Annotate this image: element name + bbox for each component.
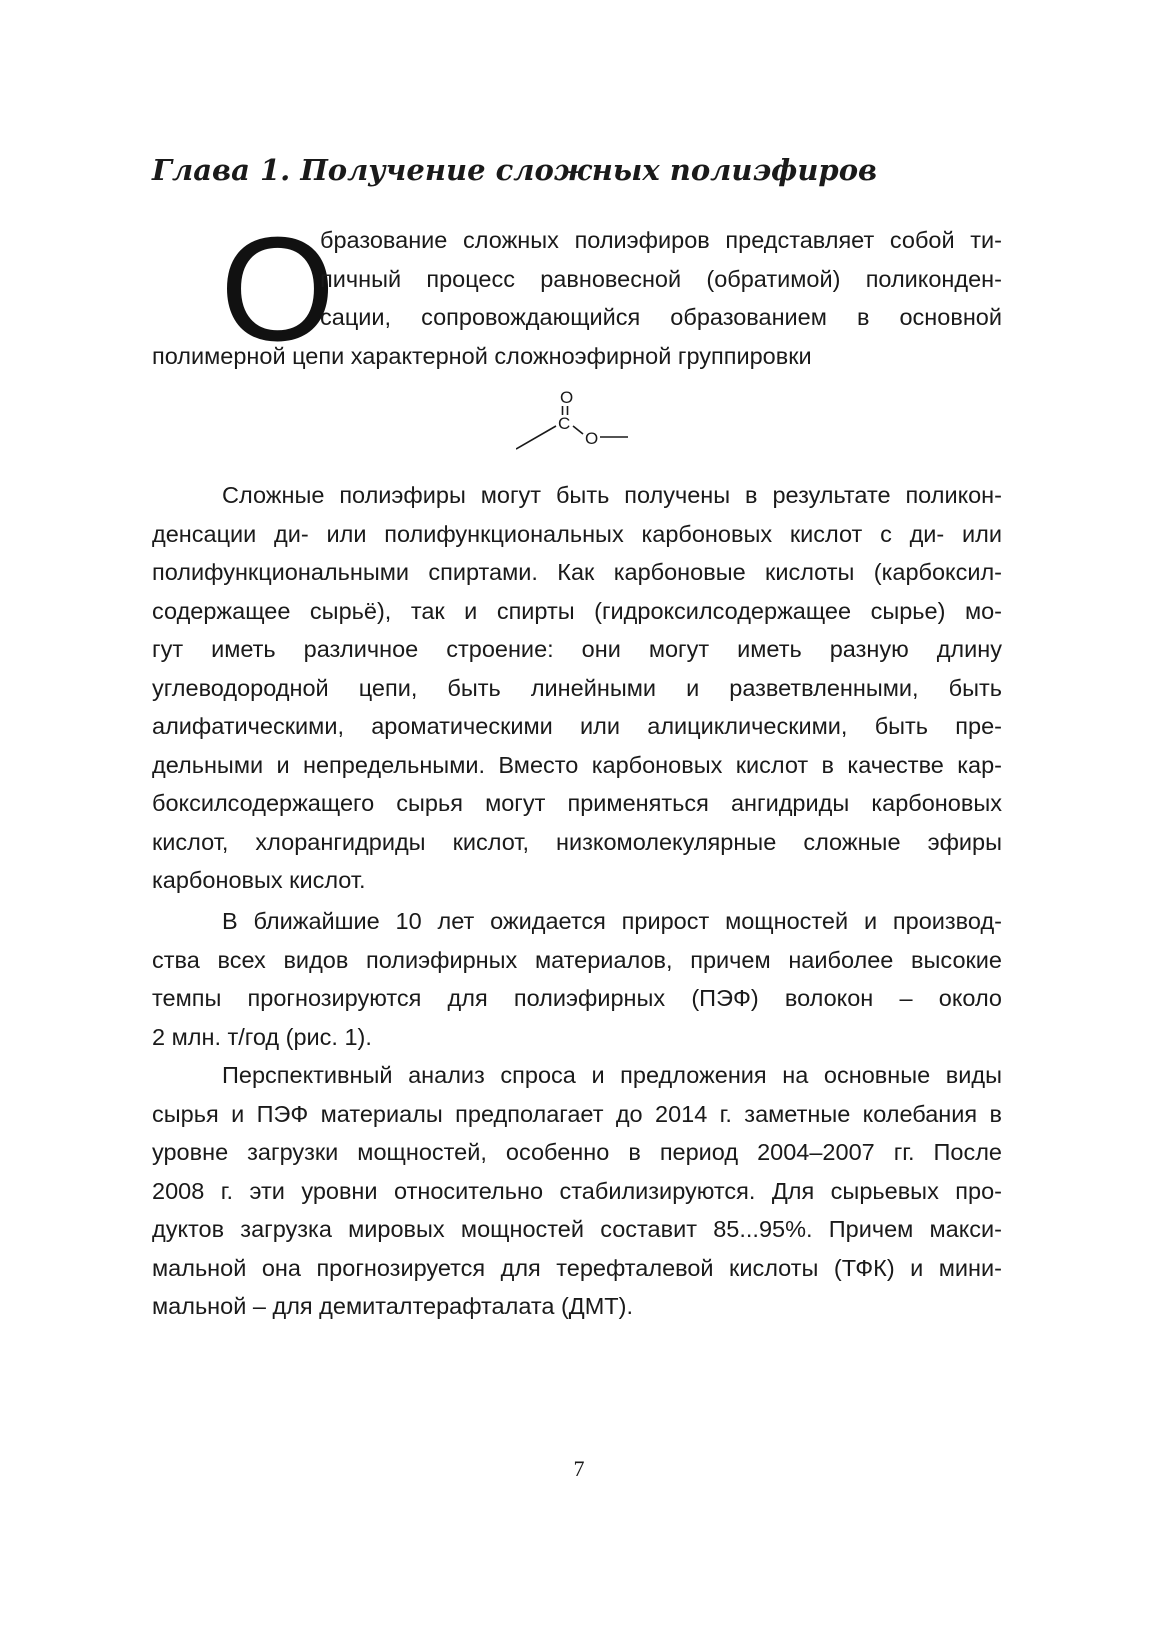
paragraph-line: 2 млн. т/год (рис. 1).	[152, 1023, 372, 1050]
paragraph-line: дуктов загрузка мировых мощностей составит 85...95%. Причем макси-	[152, 1216, 1002, 1242]
left-bond	[516, 426, 556, 449]
paragraph-synthesis	[152, 476, 1002, 900]
paragraph-line: углеводородной цепи, быть линейными и разветвленными, быть	[152, 674, 1002, 701]
paragraph-line: содержащее сырьё), так и спирты (гидроксилсодержащее сырье) мо-	[152, 597, 1002, 624]
paragraph-line: Сложные полиэфиры могут быть получены в результате поликон-	[222, 482, 1002, 508]
paragraph-line: пичный процесс равновесной (обратимой) поликонден-	[320, 265, 1002, 292]
paragraph-line: сырья и ПЭФ материалы предполагает до 2014 г. заметные колебания в	[152, 1100, 1002, 1127]
chapter-heading: Глава 1. Получение сложных полиэфиров	[152, 153, 878, 187]
paragraph-line: денсации ди- или полифункциональных карбоновых кислот с ди- или	[152, 520, 1002, 547]
formula-carbon: C	[558, 414, 571, 433]
paragraph-line: В ближайшие 10 лет ожидается прирост мощностей и производ-	[222, 908, 1002, 934]
paragraph-line: бразование сложных полиэфиров представляет собой ти-	[320, 227, 1002, 253]
page-number: 7	[573, 1456, 585, 1481]
paragraph-line: 2008 г. эти уровни относительно стабилизируются. Для сырьевых про-	[152, 1177, 1002, 1204]
drop-cap-letter: О	[220, 207, 336, 372]
carbon-oxygen-bond	[573, 426, 583, 434]
paragraph-line: полимерной цепи характерной сложноэфирной группировки	[152, 342, 812, 369]
paragraph-line: Перспективный анализ спроса и предложения на основные виды	[222, 1062, 1002, 1088]
paragraph-line: полифункциональными спиртами. Как карбоновые кислоты (карбоксил-	[152, 559, 1002, 585]
paragraph-intro	[152, 221, 1002, 375]
paragraph-line: алифатическими, ароматическими или алициклическими, быть пре-	[152, 713, 1002, 739]
paragraph-line: сации, сопровождающийся образованием в основной	[320, 304, 1002, 330]
paragraph-line: кислот, хлорангидриды кислот, низкомолекулярные сложные эфиры	[152, 828, 1002, 855]
paragraph-line: мальной – для демиталтерафталата (ДМТ).	[152, 1293, 633, 1319]
paragraph-line: боксилсодержащего сырья могут применяться ангидриды карбоновых	[152, 790, 1002, 816]
ester-group-formula	[516, 386, 636, 466]
paragraph-line: ства всех видов полиэфирных материалов, причем наиболее высокие	[152, 946, 1002, 973]
paragraph-line: карбоновых кислот.	[152, 867, 366, 893]
paragraph-line: мальной она прогнозируется для терефталевой кислоты (ТФК) и мини-	[152, 1254, 1002, 1281]
paragraph-analysis	[152, 1056, 1002, 1326]
paragraph-line: гут иметь различное строение: они могут иметь разную длину	[152, 636, 1002, 662]
formula-top-oxygen: O	[560, 388, 574, 407]
paragraph-line: дельными и непредельными. Вместо карбоновых кислот в качестве кар-	[152, 751, 1002, 778]
paragraph-line: темпы прогнозируются для полиэфирных (ПЭФ) волокон – около	[152, 985, 1002, 1011]
paragraph-line: уровне загрузки мощностей, особенно в период 2004–2007 гг. После	[152, 1139, 1002, 1165]
paragraph-forecast	[152, 902, 1002, 1056]
formula-ester-oxygen: O	[585, 429, 599, 448]
